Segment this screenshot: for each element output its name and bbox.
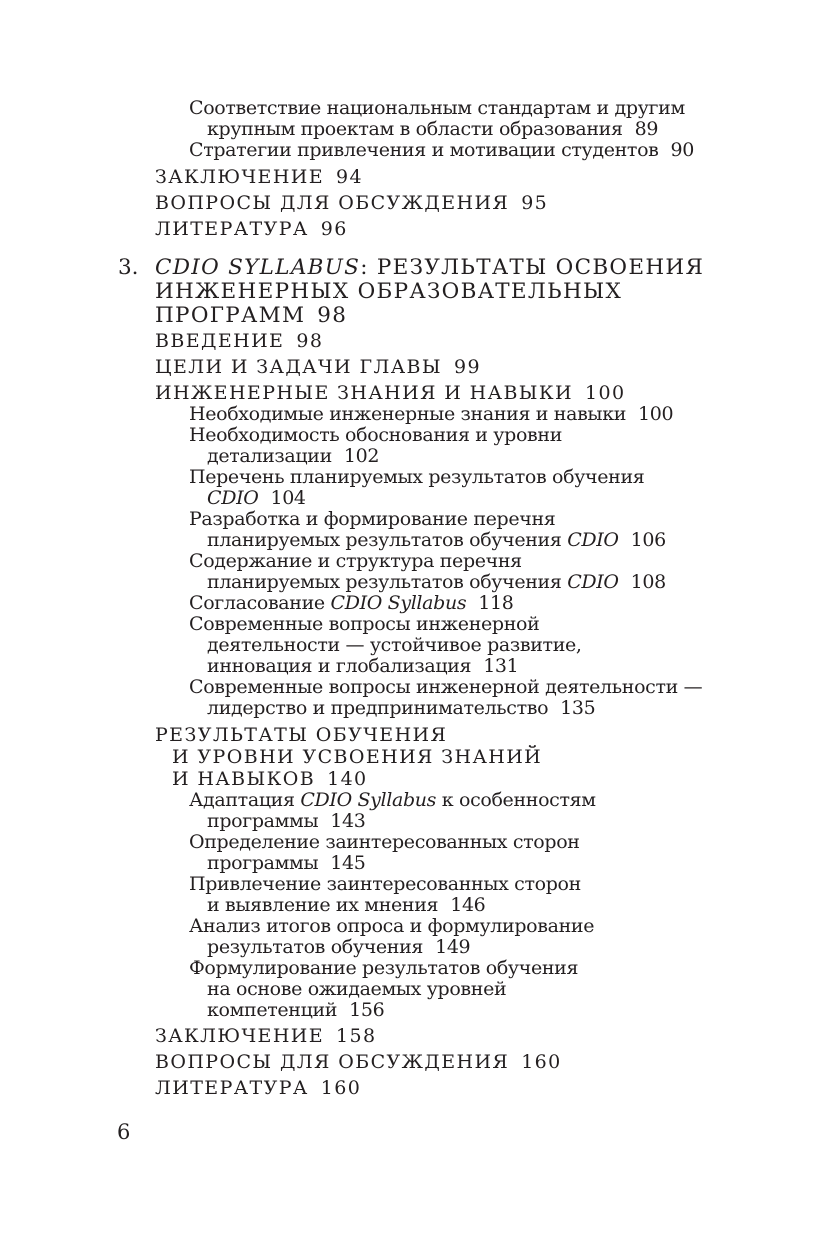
toc-subentry: Соответствие национальным стандартам и другим [189,97,685,119]
toc-subentry: Современные вопросы инженерной [189,613,540,635]
page-ref: 149 [435,936,471,958]
page-ref: 98 [296,330,324,352]
page-ref: 89 [634,118,659,140]
page-ref: 158 [336,1025,377,1047]
toc-subentry: Определение заинтересованных сторон [189,831,580,853]
page-ref: 94 [336,166,364,188]
toc-section: ЛИТЕРАТУРА 160 [155,1077,362,1099]
toc-subentry-cont: программы 145 [207,852,366,874]
page-ref: 145 [330,852,366,874]
toc-section: РЕЗУЛЬТАТЫ ОБУЧЕНИЯ [155,724,448,746]
toc-subentry-cont: программы 143 [207,810,366,832]
toc-subentry-cont: компетенций 156 [207,999,385,1021]
toc-subentry-cont: и выявление их мнения 146 [207,894,486,916]
page-ref: 106 [630,529,666,551]
toc-subentry: Разработка и формирование перечня [189,508,556,530]
toc-subentry: Формулирование результатов обучения [189,957,579,979]
toc-section: ВОПРОСЫ ДЛЯ ОБСУЖДЕНИЯ 95 [155,192,549,214]
chapter-title-cont: ИНЖЕНЕРНЫХ ОБРАЗОВАТЕЛЬНЫХ [155,279,623,304]
toc-subentry-cont: деятельности — устойчивое развитие, [207,634,582,656]
page-ref: 102 [343,445,380,467]
toc-section-cont: И УРОВНИ УСВОЕНИЯ ЗНАНИЙ [172,746,543,768]
toc-section: ЗАКЛЮЧЕНИЕ 94 [155,166,364,188]
toc-subentry: Согласование CDIO Syllabus 118 [189,592,514,614]
page-ref: 98 [317,303,348,328]
page-ref: 104 [270,487,306,509]
toc-subentry: Адаптация CDIO Syllabus к особенностям [189,789,596,811]
toc-subentry: Анализ итогов опроса и формулирование [189,915,595,937]
toc-section: ЛИТЕРАТУРА 96 [155,218,348,240]
page-ref: 90 [670,139,694,161]
chapter-title: CDIO SYLLABUS: РЕЗУЛЬТАТЫ ОСВОЕНИЯ [155,255,705,280]
toc-subentry-cont: лидерство и предпринимательство 135 [207,697,596,719]
toc-subentry: Содержание и структура перечня [189,550,522,572]
page-ref: 143 [330,810,366,832]
page-ref: 146 [450,894,486,916]
toc-subentry: Перечень планируемых результатов обучения [189,466,645,488]
page-ref: 156 [349,999,385,1021]
toc-section: ВВЕДЕНИЕ 98 [155,330,324,352]
toc-subentry-cont: результатов обучения 149 [207,936,471,958]
toc-subentry-cont: планируемых результатов обучения CDIO 108 [207,571,666,593]
toc-subentry: Привлечение заинтересованных сторон [189,873,581,895]
page-ref: 99 [453,356,481,378]
page-ref: 100 [584,382,626,404]
chapter-number: 3. [118,255,139,280]
toc-subentry-cont: планируемых результатов обучения CDIO 106 [207,529,666,551]
page-number: 6 [117,1120,131,1144]
toc-subentry: Современные вопросы инженерной деятельности — [189,676,703,698]
toc-section: ИНЖЕНЕРНЫЕ ЗНАНИЯ И НАВЫКИ 100 [155,382,626,404]
toc-subentry-cont: инновация и глобализация 131 [207,655,519,677]
page-ref: 135 [560,697,596,719]
toc-section: ВОПРОСЫ ДЛЯ ОБСУЖДЕНИЯ 160 [155,1051,562,1073]
toc-subentry-cont: крупным проектам в области образования 89 [207,118,659,140]
page-ref: 160 [521,1051,562,1073]
toc-subentry: Стратегии привлечения и мотивации студентов 90 [189,139,694,161]
toc-subentry-cont: CDIO 104 [207,487,306,509]
page-ref: 118 [478,592,514,614]
page-ref: 108 [630,571,666,593]
page-ref: 140 [327,768,368,790]
toc-section: ЗАКЛЮЧЕНИЕ 158 [155,1025,377,1047]
toc-subentry-cont: на основе ожидаемых уровней [207,978,507,1000]
page-ref: 160 [320,1077,362,1099]
chapter-title-cont: ПРОГРАММ 98 [155,303,348,328]
toc-section: ЦЕЛИ И ЗАДАЧИ ГЛАВЫ 99 [155,356,481,378]
page-ref: 131 [483,655,519,677]
page-ref: 96 [320,218,348,240]
toc-subentry-cont: детализации 102 [207,445,380,467]
toc-subentry: Необходимость обоснования и уровни [189,424,563,446]
toc-subentry: Необходимые инженерные знания и навыки 100 [189,403,674,425]
page-ref: 100 [638,403,674,425]
toc-section-cont: И НАВЫКОВ 140 [172,768,368,790]
page-ref: 95 [521,192,549,214]
